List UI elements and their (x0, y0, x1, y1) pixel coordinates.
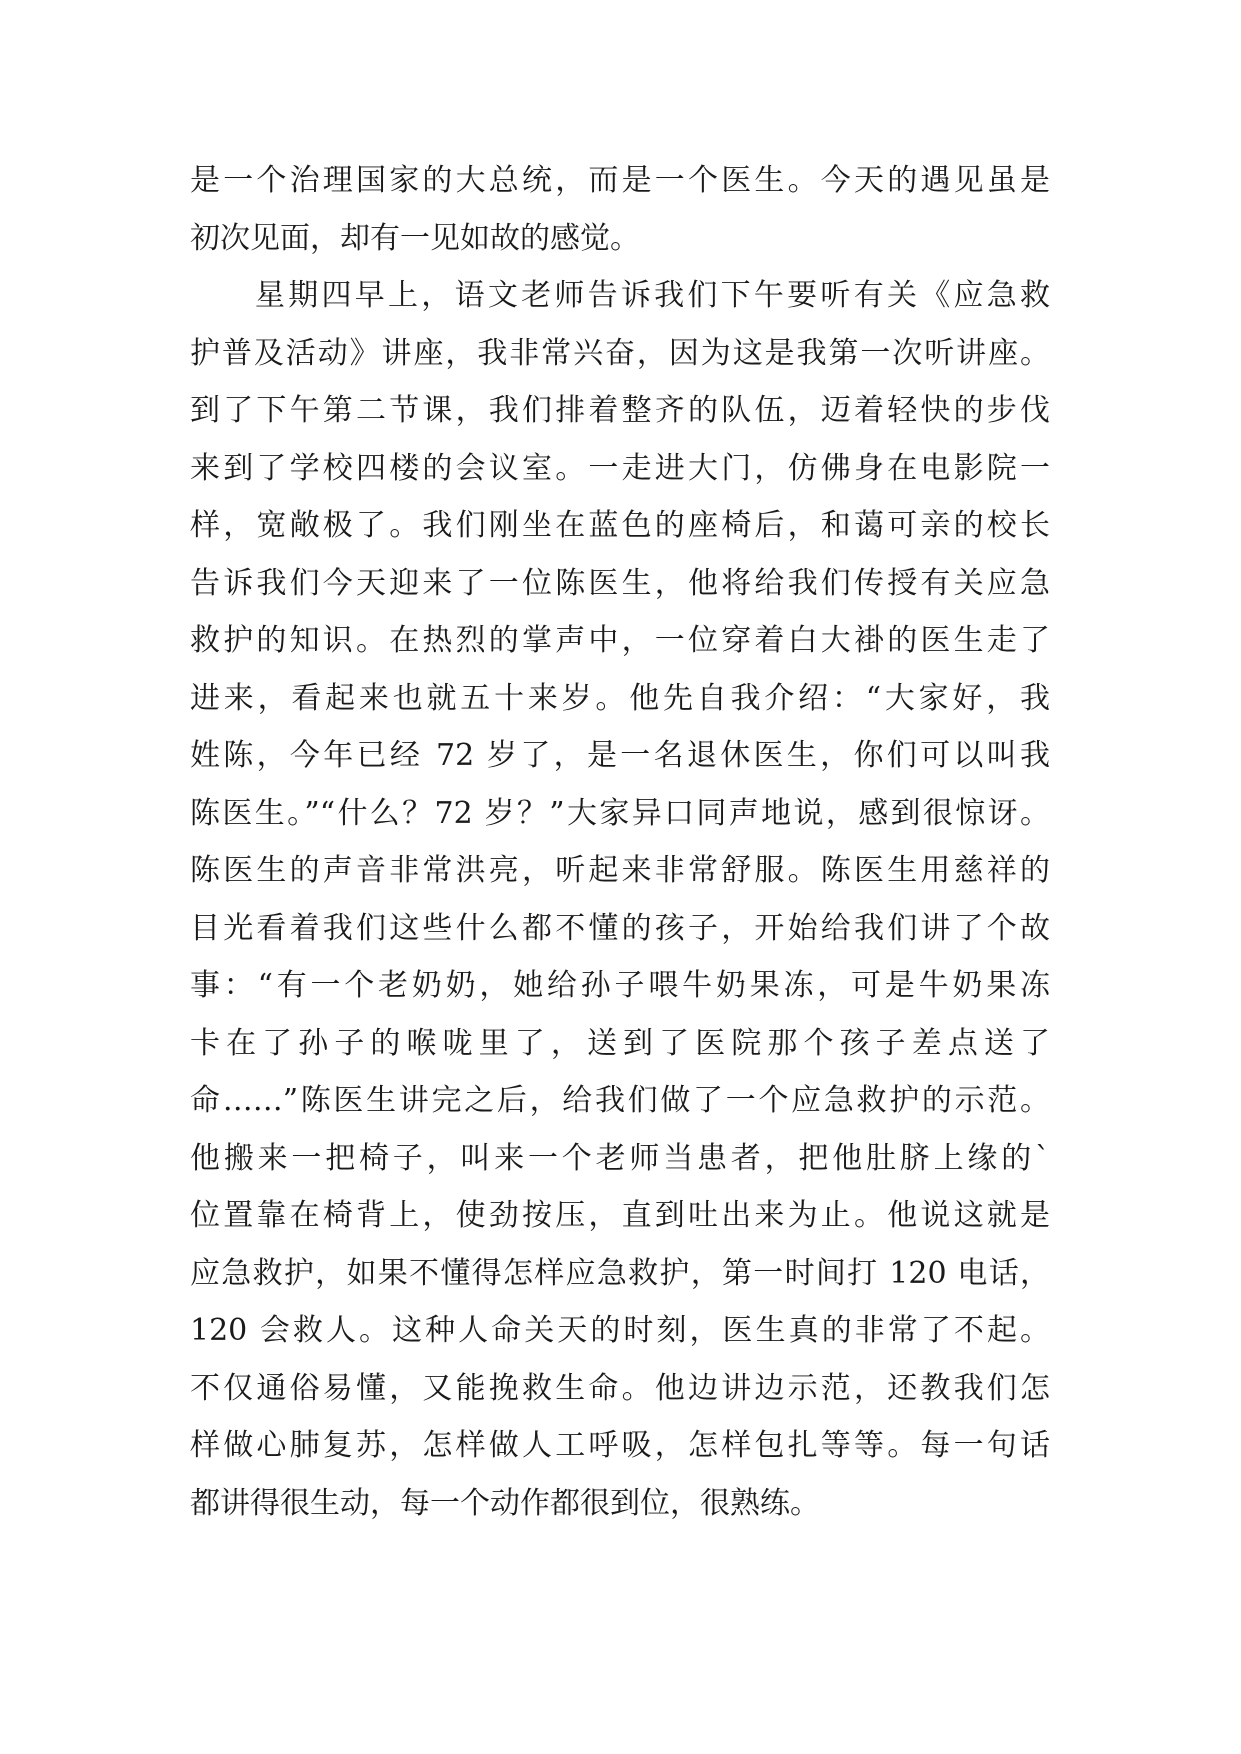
text-line: 初次见面，却有一见如故的感觉。 (190, 220, 640, 256)
text-line: 都讲得很生动，每一个动作都很到位，很熟练。 (190, 1485, 820, 1521)
text-line: 救护的知识。在热烈的掌声中，一位穿着白大褂的医生走了 (190, 623, 1050, 658)
text-line: 姓陈，今年已经 72 岁了，是一名退休医生，你们可以叫我 (190, 738, 1050, 773)
paragraph-start-line: 星期四早上，语文老师告诉我们下午要听有关《应急救 (255, 278, 1050, 313)
text-line: 是一个治理国家的大总统，而是一个医生。今天的遇见虽是 (190, 163, 1050, 198)
text-line: 应急救护，如果不懂得怎样应急救护，第一时间打 120 电话， (190, 1255, 1050, 1291)
text-line: 来到了学校四楼的会议室。一走进大门，仿佛身在电影院一 (190, 450, 1050, 486)
text-line: 他搬来一把椅子，叫来一个老师当患者，把他肚脐上缘的` (190, 1140, 1050, 1176)
text-line: 护普及活动》讲座，我非常兴奋，因为这是我第一次听讲座。 (190, 335, 1050, 371)
text-line: 陈医生的声音非常洪亮，听起来非常舒服。陈医生用慈祥的 (190, 853, 1050, 888)
text-line: 陈医生。”“什么？72 岁？”大家异口同声地说，感到很惊讶。 (190, 795, 1050, 831)
text-line: 卡在了孙子的喉咙里了，送到了医院那个孩子差点送了 (190, 1025, 1050, 1061)
text-line: 不仅通俗易懂，又能挽救生命。他边讲边示范，还教我们怎 (190, 1370, 1050, 1406)
text-line: 命……”陈医生讲完之后，给我们做了一个应急救护的示范。 (190, 1083, 1050, 1118)
text-line: 样做心肺复苏，怎样做人工呼吸，怎样包扎等等。每一句话 (190, 1428, 1050, 1463)
text-line: 进来，看起来也就五十来岁。他先自我介绍：“大家好，我 (190, 680, 1050, 716)
body-text (190, 152, 1050, 1532)
text-line: 位置靠在椅背上，使劲按压，直到吐出来为止。他说这就是 (190, 1198, 1050, 1233)
text-line: 到了下午第二节课，我们排着整齐的队伍，迈着轻快的步伐 (190, 393, 1050, 428)
text-line: 目光看着我们这些什么都不懂的孩子，开始给我们讲了个故 (190, 910, 1050, 946)
text-line: 告诉我们今天迎来了一位陈医生，他将给我们传授有关应急 (190, 565, 1050, 601)
text-line: 样，宽敞极了。我们刚坐在蓝色的座椅后，和蔼可亲的校长 (190, 508, 1050, 543)
text-line: 事：“有一个老奶奶，她给孙子喂牛奶果冻，可是牛奶果冻 (190, 968, 1050, 1003)
text-line: 120 会救人。这种人命关天的时刻，医生真的非常了不起。 (190, 1313, 1050, 1348)
